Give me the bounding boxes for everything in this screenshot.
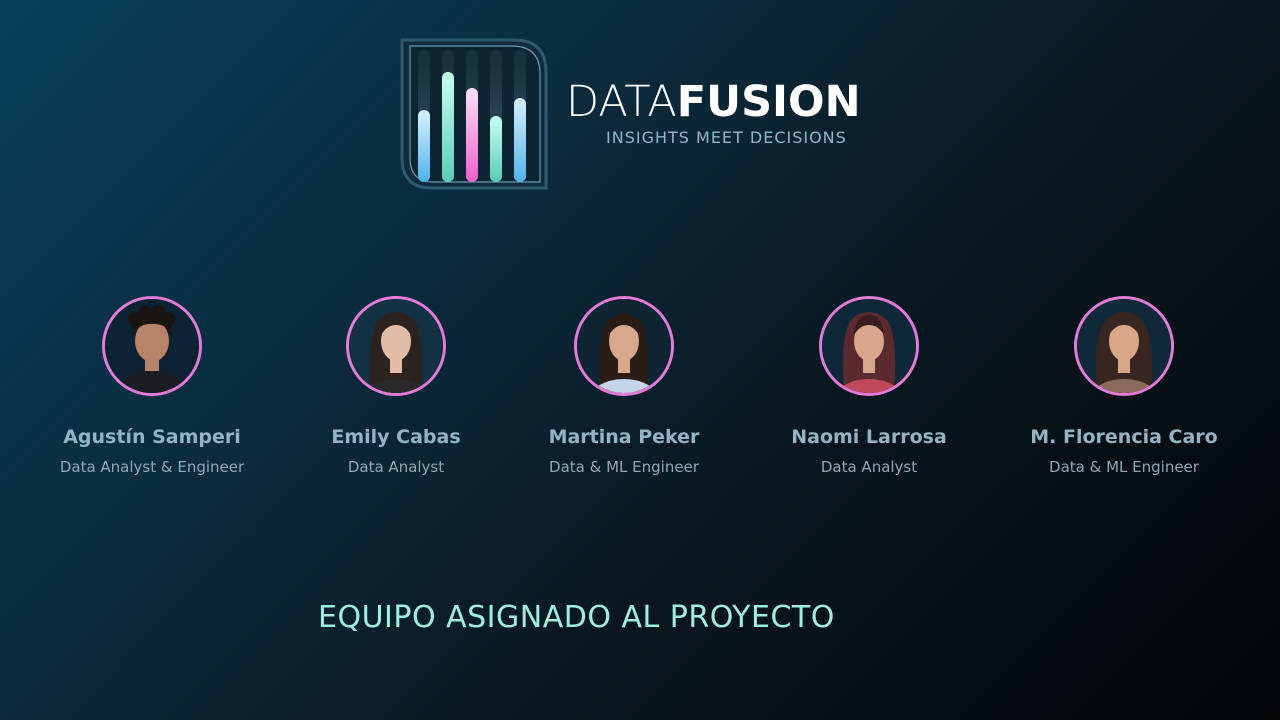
brand-title-light: DATA [566,77,677,127]
avatar-portrait [822,299,916,393]
section-title: EQUIPO ASIGNADO AL PROYECTO [318,600,835,635]
member-role: Data & ML Engineer [1049,458,1199,476]
member-name: Martina Peker [548,426,700,448]
avatar [819,296,919,396]
member-role: Data Analyst & Engineer [59,458,245,476]
avatar-portrait [577,299,671,393]
member-role: Data & ML Engineer [549,458,699,476]
brand-tagline: INSIGHTS MEET DECISIONS [606,128,847,147]
team-member-card [266,296,526,476]
team-member-card [22,296,282,476]
avatar-portrait [349,299,443,393]
brand-title-bold: FUSION [676,77,861,127]
avatar [574,296,674,396]
avatar [1074,296,1174,396]
team-member-card [994,296,1254,476]
team-member-card [494,296,754,476]
avatar [102,296,202,396]
brand-wordmark [566,77,861,147]
team-member-card [739,296,999,476]
avatar-portrait [105,299,199,393]
member-name: Naomi Larrosa [791,426,947,448]
avatar-portrait [1077,299,1171,393]
brand-title [566,78,861,126]
member-name: M. Florencia Caro [1030,426,1218,448]
member-role: Data Analyst [347,458,445,476]
member-name: Emily Cabas [331,426,461,448]
bar-chart-logo-icon [396,36,550,192]
member-role: Data Analyst [820,458,918,476]
member-name: Agustín Samperi [63,426,241,448]
avatar [346,296,446,396]
